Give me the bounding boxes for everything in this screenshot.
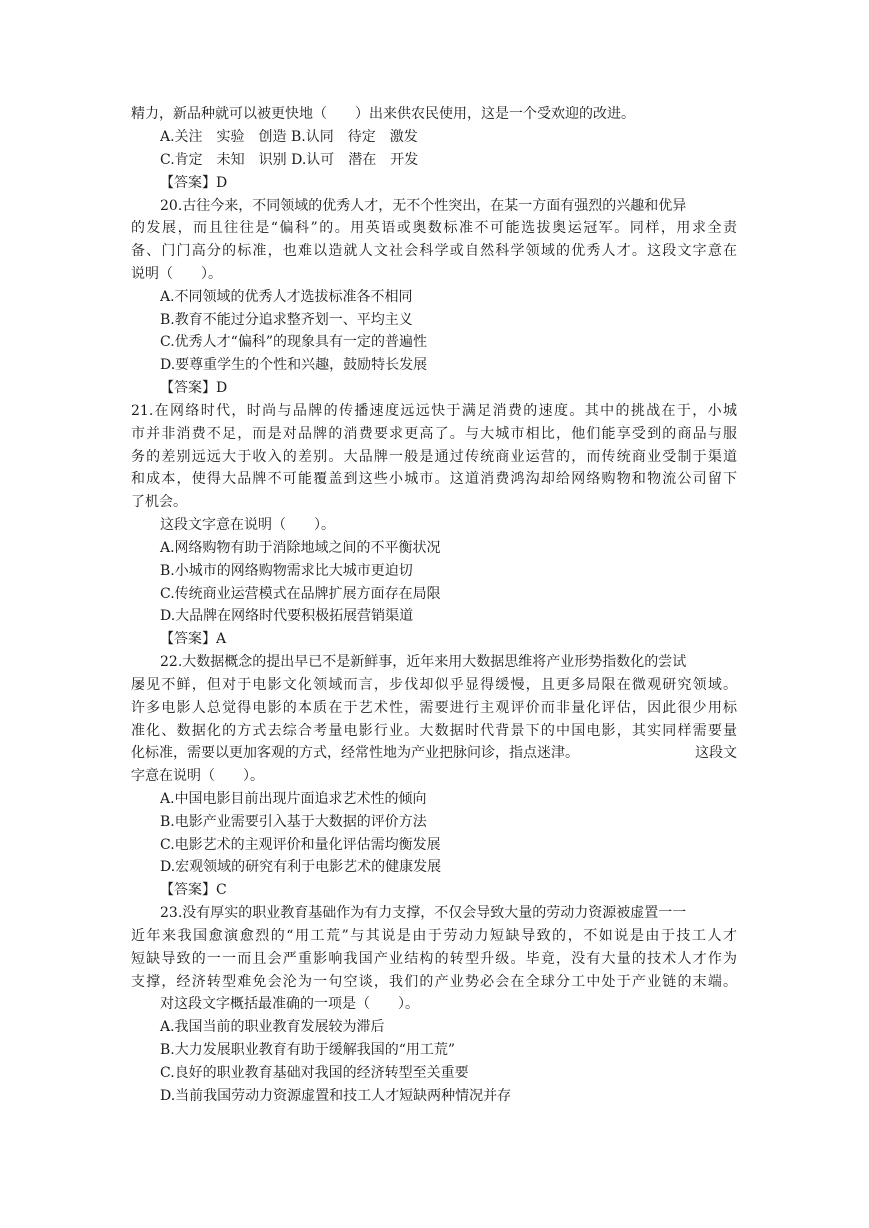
q20-stem-line: 20.古往今来，不同领域的优秀人才，无不个性突出，在某一方面有强烈的兴趣和优异 [160,198,687,214]
q22-stem-line: 屡见不鲜，但对于电影文化领域而言，步伐却似乎显得缓慢，且更多局限在微观研究领域。 [131,677,737,693]
q21-option-b: B.小城市的网络购物需求比大城市更迫切 [160,563,413,579]
q19-option-cd: C.肯定 未知 识别 D.认可 潜在 开发 [160,152,419,168]
q23-option-a: A.我国当前的职业教育发展较为滞后 [160,1019,385,1035]
q23-stem-line: 近年来我国愈演愈烈的“用工荒”与其说是由于劳动力短缺导致的，不如说是由于技工人才 [131,928,737,944]
q23-question: 对这段文字概括最准确的一项是（ ）。 [160,996,419,1012]
q21-answer: 【答案】A [160,631,227,647]
q21-option-d: D.大品牌在网络时代要积极拓展营销渠道 [160,608,414,624]
q20-stem-line: 备、门门高分的标准，也难以造就人文社会科学或自然科学领域的优秀人才。这段文字意在 [131,243,737,259]
q20-stem-line: 的发展，而且往往是“偏科”的。用英语或奥数标准不可能选拔奥运冠军。同样，用求全责 [131,220,737,236]
q21-question: 这段文字意在说明（ ）。 [160,517,335,533]
q23-option-c: C.良好的职业教育基础对我国的经济转型至关重要 [160,1065,469,1081]
q21-option-a: A.网络购物有助于消除地域之间的不平衡状况 [160,540,441,556]
q21-stem-line: 和成本，使得大品牌不可能覆盖到这些小城市。这道消费鸿沟却给网络购物和物流公司留下 [131,471,737,487]
q22-stem-split-line [131,742,737,765]
q20-option-c: C.优秀人才“偏科”的现象具有一定的普遍性 [160,334,427,350]
q22-answer: 【答案】C [160,882,227,898]
q22-stem-split-left: 化标准，需要以更加客观的方式，经常性地为产业把脉问诊，指点迷津。 [131,745,579,761]
q21-stem-line: 市并非消费不足，而是对品牌的消费要求更高了。与大城市相比，他们能享受到的商品与服 [131,426,737,442]
q22-stem-line: 字意在说明（ ）。 [131,768,264,784]
q21-stem-line: 务的差别远远大于收入的差别。大品牌一般是通过传统商业运营的，而传统商业受制于渠道 [131,449,737,465]
q22-stem-line: 准化、数据化的方式去综合考量电影行业。大数据时代背景下的中国电影，其实同样需要量 [131,723,737,739]
q23-stem-line: 23.没有厚实的职业教育基础作为有力支撑，不仅会导致大量的劳动力资源被虚置一一 [160,905,687,921]
q22-option-c: C.电影艺术的主观评价和量化评估需均衡发展 [160,837,441,853]
q23-stem-line: 支撑，经济转型难免会沦为一句空谈，我们的产业势必会在全球分工中处于产业链的末端。 [131,974,737,990]
q21-option-c: C.传统商业运营模式在品牌扩展方面存在局限 [160,586,441,602]
q19-stem-tail: 精力，新品种就可以被更快地（ ）出来供农民使用，这是一个受欢迎的改进。 [131,106,635,122]
q20-option-b: B.教育不能过分追求整齐划一、平均主义 [160,312,413,328]
q22-option-d: D.宏观领域的研究有利于电影艺术的健康发展 [160,859,442,875]
q21-stem-line: 了机会。 [131,494,187,510]
q22-stem-split-right: 这段文 [695,745,737,761]
q23-option-d: D.当前我国劳动力资源虚置和技工人才短缺两种情况并存 [160,1088,512,1104]
q22-option-b: B.电影产业需要引入基于大数据的评价方法 [160,814,427,830]
q22-stem-line: 许多电影人总觉得电影的本质在于艺术性，需要进行主观评价而非量化评估，因此很少用标 [131,700,737,716]
q22-option-a: A.中国电影目前出现片面追求艺术性的倾向 [160,791,427,807]
q19-option-ab: A.关注 实验 创造 B.认同 待定 激发 [160,129,418,145]
q21-stem-line: 21.在网络时代，时尚与品牌的传播速度远远快于满足消费的速度。其中的挑战在于，小城 [131,403,737,419]
q23-stem-line: 短缺导致的一一而且会严重影响我国产业结构的转型升级。毕竟，没有大量的技术人才作为 [131,951,737,967]
q20-answer: 【答案】D [160,380,228,396]
q20-option-a: A.不同领域的优秀人才选拔标准各不相同 [160,289,413,305]
q22-stem-line: 22.大数据概念的提出早已不是新鲜事，近年来用大数据思维将产业形势指数化的尝试 [160,654,687,670]
q23-option-b: B.大力发展职业教育有助于缓解我国的“用工荒” [160,1042,456,1058]
q19-answer: 【答案】D [160,175,228,191]
q20-stem-line: 说明（ ）。 [131,266,222,282]
q20-option-d: D.要尊重学生的个性和兴趣，鼓励特长发展 [160,357,428,373]
